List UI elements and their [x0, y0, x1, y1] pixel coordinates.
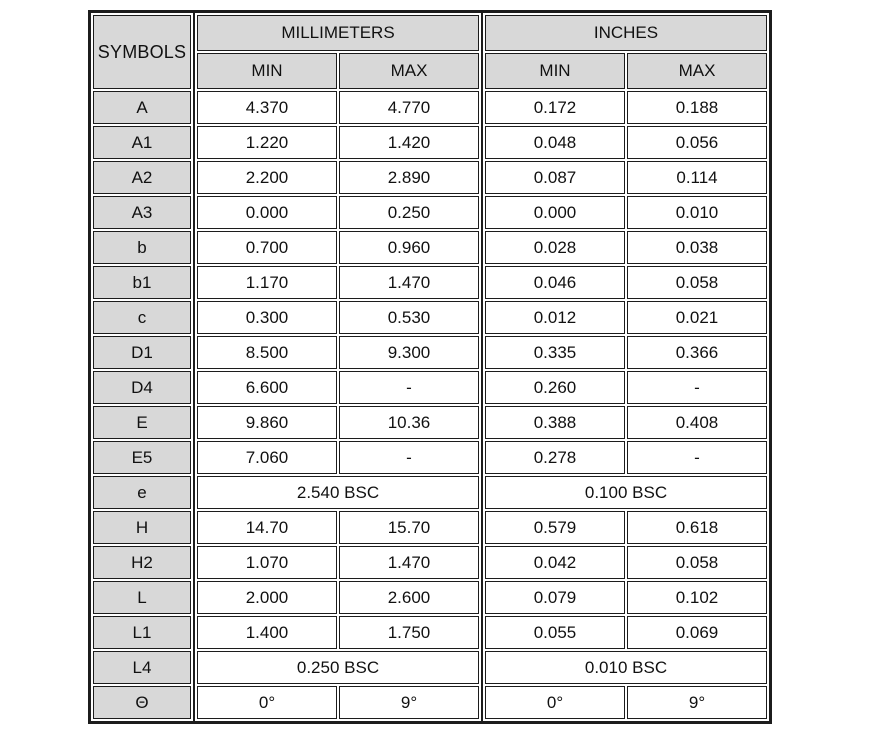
- symbol-cell-A: A: [93, 91, 191, 124]
- mm-max-cell: 10.36: [339, 406, 479, 439]
- in-min-cell: 0.579: [485, 511, 625, 544]
- in-max-cell: 0.010: [627, 196, 767, 229]
- mm-min-cell: 0.700: [197, 231, 337, 264]
- symbol-cell-c: c: [93, 301, 191, 334]
- in-max-cell: 0.058: [627, 266, 767, 299]
- mm-max-cell: -: [339, 441, 479, 474]
- in-min-cell: 0.172: [485, 91, 625, 124]
- mm-max-cell: 0.960: [339, 231, 479, 264]
- symbol-cell-L4: L4: [93, 651, 191, 684]
- in-min-cell: 0.000: [485, 196, 625, 229]
- in-min-cell: 0.335: [485, 336, 625, 369]
- symbol-cell-b: b: [93, 231, 191, 264]
- in-min-cell: 0.260: [485, 371, 625, 404]
- mm-min-cell: 4.370: [197, 91, 337, 124]
- symbol-cell-A3: A3: [93, 196, 191, 229]
- in-min-cell: 0.012: [485, 301, 625, 334]
- symbol-cell-b1: b1: [93, 266, 191, 299]
- mm-max-cell: -: [339, 371, 479, 404]
- symbol-cell-D1: D1: [93, 336, 191, 369]
- in-max-cell: 0.102: [627, 581, 767, 614]
- in-max-cell: 0.058: [627, 546, 767, 579]
- mm-max-cell: 9°: [339, 686, 479, 719]
- in-min-cell: 0.079: [485, 581, 625, 614]
- in-max-cell: 0.069: [627, 616, 767, 649]
- inches-header: INCHES: [485, 15, 767, 51]
- in-max-cell: 0.408: [627, 406, 767, 439]
- in-max-cell: 0.056: [627, 126, 767, 159]
- symbol-cell-e: e: [93, 476, 191, 509]
- mm-min-cell: 0°: [197, 686, 337, 719]
- mm-max-cell: 4.770: [339, 91, 479, 124]
- symbol-cell-A1: A1: [93, 126, 191, 159]
- mm-min-cell: 1.220: [197, 126, 337, 159]
- symbol-cell-H2: H2: [93, 546, 191, 579]
- mm-max-cell: 2.600: [339, 581, 479, 614]
- mm-min-cell: 1.070: [197, 546, 337, 579]
- in-min-cell: 0.388: [485, 406, 625, 439]
- mm-bsc-cell: 2.540 BSC: [197, 476, 479, 509]
- in-min-cell: 0.046: [485, 266, 625, 299]
- mm-min-cell: 0.300: [197, 301, 337, 334]
- symbols-column: [91, 13, 193, 721]
- symbol-cell-A2: A2: [93, 161, 191, 194]
- in-min-header: MIN: [485, 53, 625, 89]
- in-max-cell: 0.021: [627, 301, 767, 334]
- mm-min-cell: 1.170: [197, 266, 337, 299]
- mm-bsc-cell: 0.250 BSC: [197, 651, 479, 684]
- mm-min-cell: 2.200: [197, 161, 337, 194]
- mm-min-cell: 7.060: [197, 441, 337, 474]
- mm-max-cell: 2.890: [339, 161, 479, 194]
- in-max-cell: 0.188: [627, 91, 767, 124]
- mm-max-cell: 1.750: [339, 616, 479, 649]
- mm-min-cell: 8.500: [197, 336, 337, 369]
- mm-max-cell: 1.470: [339, 266, 479, 299]
- mm-min-cell: 9.860: [197, 406, 337, 439]
- symbol-cell-theta: Θ: [93, 686, 191, 719]
- in-min-cell: 0.087: [485, 161, 625, 194]
- in-max-cell: 9°: [627, 686, 767, 719]
- symbol-cell-L: L: [93, 581, 191, 614]
- mm-max-cell: 1.420: [339, 126, 479, 159]
- mm-min-cell: 14.70: [197, 511, 337, 544]
- in-max-cell: 0.366: [627, 336, 767, 369]
- mm-min-cell: 2.000: [197, 581, 337, 614]
- mm-max-cell: 0.250: [339, 196, 479, 229]
- mm-min-cell: 0.000: [197, 196, 337, 229]
- in-min-cell: 0.278: [485, 441, 625, 474]
- in-bsc-cell: 0.010 BSC: [485, 651, 767, 684]
- in-max-header: MAX: [627, 53, 767, 89]
- in-max-cell: 0.114: [627, 161, 767, 194]
- mm-max-cell: 15.70: [339, 511, 479, 544]
- in-max-cell: 0.618: [627, 511, 767, 544]
- millimeters-table: [195, 13, 481, 721]
- mm-max-cell: 0.530: [339, 301, 479, 334]
- symbol-cell-L1: L1: [93, 616, 191, 649]
- package-dimensions-table: [88, 10, 772, 724]
- mm-min-cell: 6.600: [197, 371, 337, 404]
- symbol-cell-D4: D4: [93, 371, 191, 404]
- symbol-cell-H: H: [93, 511, 191, 544]
- mm-max-cell: 9.300: [339, 336, 479, 369]
- in-max-cell: 0.038: [627, 231, 767, 264]
- in-bsc-cell: 0.100 BSC: [485, 476, 767, 509]
- in-max-cell: -: [627, 371, 767, 404]
- symbol-cell-E: E: [93, 406, 191, 439]
- symbol-cell-E5: E5: [93, 441, 191, 474]
- in-min-cell: 0.042: [485, 546, 625, 579]
- in-min-cell: 0.028: [485, 231, 625, 264]
- inches-table: [483, 13, 769, 721]
- in-min-cell: 0.048: [485, 126, 625, 159]
- millimeters-header: MILLIMETERS: [197, 15, 479, 51]
- mm-max-header: MAX: [339, 53, 479, 89]
- symbols-header: SYMBOLS: [93, 15, 191, 89]
- in-min-cell: 0.055: [485, 616, 625, 649]
- mm-min-header: MIN: [197, 53, 337, 89]
- mm-min-cell: 1.400: [197, 616, 337, 649]
- in-min-cell: 0°: [485, 686, 625, 719]
- in-max-cell: -: [627, 441, 767, 474]
- mm-max-cell: 1.470: [339, 546, 479, 579]
